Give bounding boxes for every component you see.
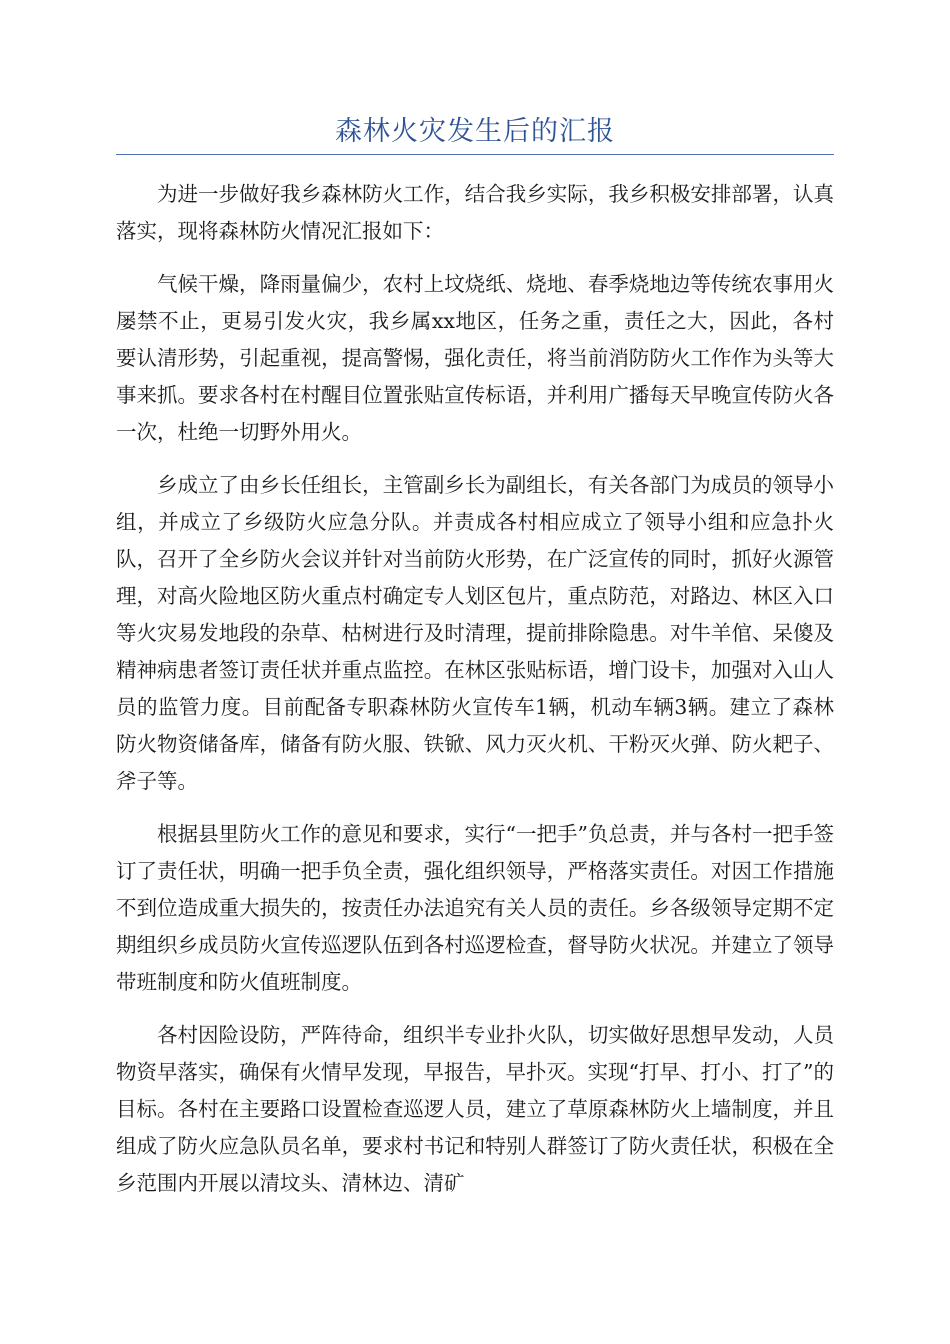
paragraph-intro: 为进一步做好我乡森林防火工作，结合我乡实际，我乡积极安排部署，认真落实，现将森林防火情况汇报如下： [116,182,834,243]
document-body [116,176,834,1218]
title-underline [116,154,834,155]
paragraph-climate: 气候干燥，降雨量偏少，农村上坟烧纸、烧地、春季烧地边等传统农事用火屡禁不止，更易引发火灾，我乡属xx地区，任务之重，责任之大，因此，各村要认清形势，引起重视，提高警惕，强化责任，将当前消防防火工作作为头等大事来抓。要求各村在村醒目位置张贴宣传标语，并利用广播每天早晚宣传防火各一次，杜绝一切野外用火。 [116,272,834,444]
paragraph-prevention: 各村因险设防，严阵待命，组织半专业扑火队，切实做好思想早发动，人员物资早落实，确保有火情早发现，早报告，早扑灭。实现“打早、打小、打了”的目标。各村在主要路口设置检查巡逻人员，建立了草原森林防火上墙制度，并且组成了防火应急队员名单，要求村书记和特别人群签订了防火责任状，积极在全乡范围内开展以清坟头、清林边、清矿 [116,1023,834,1195]
paragraph-responsibility: 根据县里防火工作的意见和要求，实行“一把手”负总责，并与各村一把手签订了责任状，明确一把手负全责，强化组织领导，严格落实责任。对因工作措施不到位造成重大损失的，按责任办法追究有关人员的责任。乡各级领导定期不定期组织乡成员防火宣传巡逻队伍到各村巡逻检查，督导防火状况。并建立了领导带班制度和防火值班制度。 [116,822,834,994]
paragraph-organization: 乡成立了由乡长任组长，主管副乡长为副组长，有关各部门为成员的领导小组，并成立了乡级防火应急分队。并责成各村相应成立了领导小组和应急扑火队，召开了全乡防火会议并针对当前防火形势，在广泛宣传的同时，抓好火源管理，对高火险地区防火重点村确定专人划区包片，重点防范，对路边、林区入口等火灾易发地段的杂草、枯树进行及时清理，提前排除隐患。对牛羊倌、呆傻及精神病患者签订责任状并重点监控。在林区张贴标语，增门设卡，加强对入山人员的监管力度。目前配备专职森林防火宣传车1辆，机动车辆3辆。建立了森林防火物资储备库，储备有防火服、铁锨、风力灭火机、干粉灭火弹、防火耙子、斧子等。 [116,473,834,793]
document-title: 森林火灾发生后的汇报 [335,116,615,147]
